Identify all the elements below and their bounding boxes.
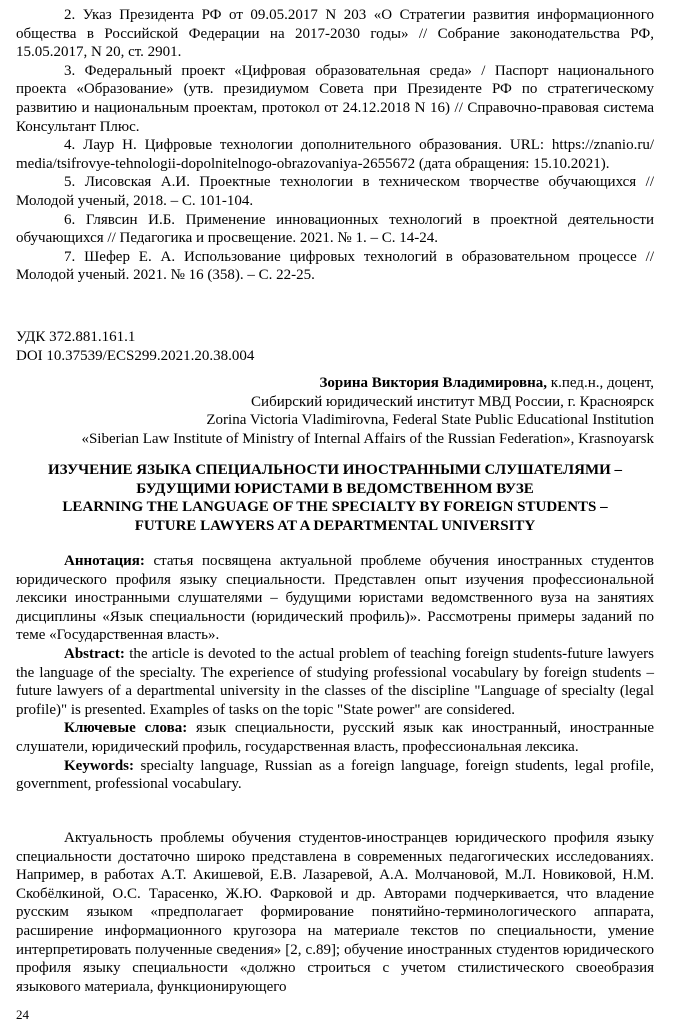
author-name-en: Zorina Victoria Vladimirovna, Federal State Public Educational Institution xyxy=(206,412,654,429)
keywords-ru-text: язык специальности, русский язык как иностранный, иностранные слушатели, юридический профиль, государственная власть, профессиональная лексика. xyxy=(16,720,654,755)
body-paragraph: Актуальность проблемы обучения студентов-иностранцев юридического профиля языку специальности достаточно широко представлена в современных педагогических исследованиях. Например, в работах А.Т. Акишевой, Е.В. Лазаревой, А.А. Молчановой, М.Л. Новиковой, Н.М. Скобёлкиной, О.С. Тарасенко, Ж.Ю. Фарковой и др. Авторами подчеркивается, что владение русским языком «предполагает формирование понятийно-терминологического аппарата, расширение информационного кругозора на материале текстов по специальности, умение интерпретировать полученные сведения» [2, с.89]; обучение иностранных студентов юридического профиля языку специальности «должно строиться с учетом стилистического своеобразия языкового материала, функционирующего xyxy=(16,830,654,995)
abstract-text: the article is devoted to the actual problem of teaching foreign students-future lawyers the language of the specialty. The experience of studying professional vocabulary by foreign students – future lawyers of a departmental university in the classes of the discipline "Language of specialty (legal profile)" is presented. Examples of tasks on the topic "State power" are considered. xyxy=(16,645,654,718)
article-identifiers xyxy=(16,328,654,365)
author-block xyxy=(16,374,654,448)
page-number: 24 xyxy=(16,1007,29,1022)
annotation-paragraph xyxy=(16,552,654,645)
abstract-paragraph xyxy=(16,645,654,719)
abstract-label: Abstract: xyxy=(64,645,125,662)
author-affiliation-ru: Сибирский юридический институт МВД России, г. Красноярск xyxy=(251,393,654,410)
title-en-line-1: LEARNING THE LANGUAGE OF THE SPECIALTY BY FOREIGN STUDENTS – xyxy=(62,499,608,516)
doi: DOI 10.37539/ECS299.2021.20.38.004 xyxy=(16,347,255,364)
keywords-en-paragraph xyxy=(16,757,654,794)
abstract-block xyxy=(16,552,654,794)
reference-item: 2. Указ Президента РФ от 09.05.2017 N 203 «О Стратегии развития информационного общества в Российской Федерации на 2017-2030 годы» // Собрание законодательства РФ, 15.05.2017, N 20, ст. 2901. xyxy=(16,7,654,61)
keywords-en-label: Keywords: xyxy=(64,757,134,774)
udk-code: УДК 372.881.161.1 xyxy=(16,329,136,345)
keywords-ru-paragraph xyxy=(16,719,654,756)
author-degree-ru: к.пед.н., доцент, xyxy=(547,375,654,391)
author-affiliation-en: «Siberian Law Institute of Ministry of Internal Affairs of the Russian Federation», Krasnoyarsk xyxy=(81,430,654,447)
title-en-line-2: FUTURE LAWYERS AT A DEPARTMENTAL UNIVERSITY xyxy=(134,517,536,534)
title-ru-line-1: ИЗУЧЕНИЕ ЯЗЫКА СПЕЦИАЛЬНОСТИ ИНОСТРАННЫМИ СЛУШАТЕЛЯМИ – xyxy=(47,462,623,478)
article-title xyxy=(16,461,654,535)
annotation-text: статья посвящена актуальной проблеме обучения иностранных студентов юридического профиля языку специальности. Представлен опыт изучения профессиональной лексики иностранными слушателями – будущими юристами ведомственного вуза на занятиях дисциплины «Язык специальности (юридический профиль)». Рассмотрены примеры заданий по теме «Государственная власть». xyxy=(16,553,654,644)
annotation-label: Аннотация: xyxy=(64,553,145,569)
reference-item: 7. Шефер Е. А. Использование цифровых технологий в образовательном процессе // Молодой ученый. 2021. № 16 (358). – С. 22-25. xyxy=(16,248,654,284)
keywords-ru-label: Ключевые слова: xyxy=(64,720,188,737)
title-ru-line-2: БУДУЩИМИ ЮРИСТАМИ В ВЕДОМСТВЕННОМ ВУЗЕ xyxy=(136,480,534,497)
reference-item: 3. Федеральный проект «Цифровая образовательная среда» / Паспорт национального проекта «Образование» (утв. президиумом Совета при Президенте РФ по стратегическому развитию и национальным проектам, протокол от 24.12.2018 N 16) // Справочно-правовая система Консультант Плюс. xyxy=(16,62,654,135)
body-text xyxy=(16,829,654,996)
reference-list xyxy=(16,6,654,285)
author-name-ru: Зорина Виктория Владимировна, xyxy=(319,375,548,391)
keywords-en-text: specialty language, Russian as a foreign language, foreign students, legal profile, government, professional vocabulary. xyxy=(16,757,654,793)
reference-item: 5. Лисовская А.И. Проектные технологии в техническом творчестве обучающихся // Молодой ученый, 2018. – С. 101-104. xyxy=(16,174,654,209)
reference-item: 6. Глявсин И.Б. Применение инновационных технологий в проектной деятельности обучающихся // Педагогика и просвещение. 2021. № 1. – С. 14-24. xyxy=(16,211,654,247)
reference-item: 4. Лаур Н. Цифровые технологии дополнительного образования. URL: https://znanio.ru/ media/tsifrovye-tehnologii-dopolnitelnogo-obrazovaniya-2655672 (дата обращения: 15.10.2021). xyxy=(16,137,654,172)
author-line-ru xyxy=(16,374,654,393)
